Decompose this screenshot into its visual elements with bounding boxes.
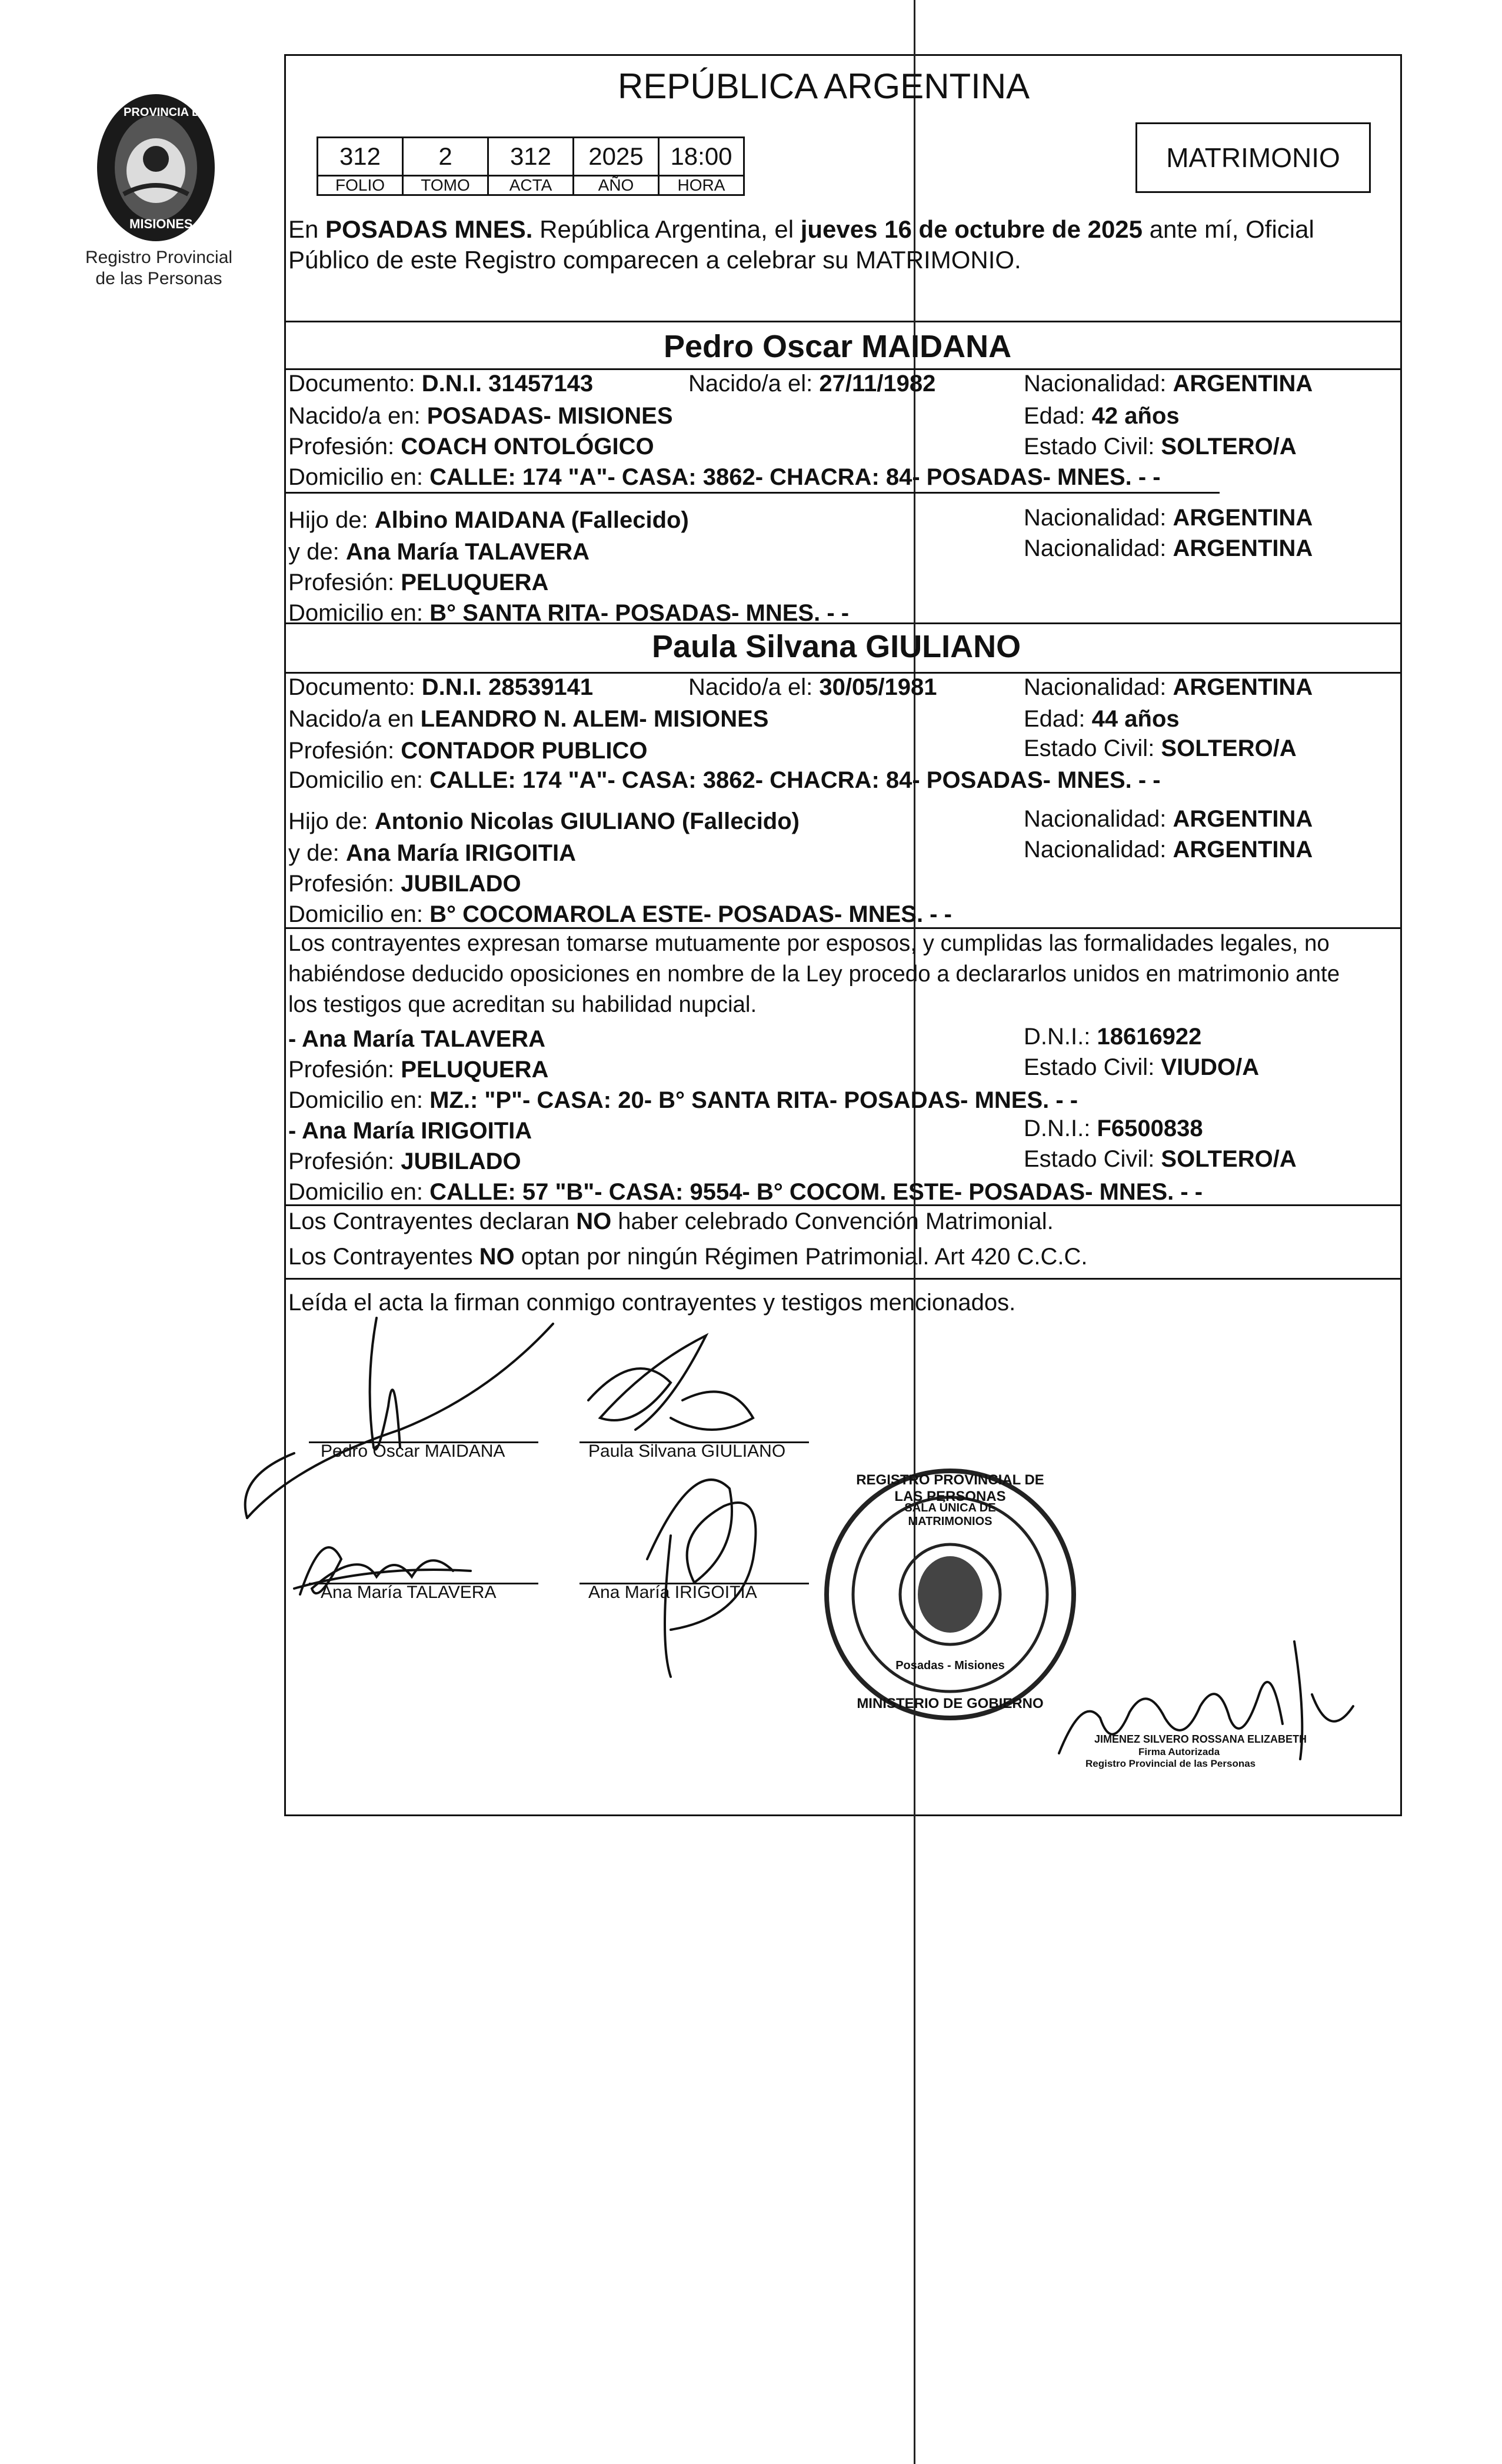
spouse2-domicile bbox=[288, 766, 1161, 794]
spouse1-mother bbox=[288, 538, 590, 566]
value: COACH ONTOLÓGICO bbox=[401, 434, 654, 459]
value: 42 años bbox=[1091, 403, 1180, 429]
label: Nacionalidad: bbox=[1024, 371, 1173, 397]
label: Edad: bbox=[1024, 706, 1092, 732]
witness1-civil bbox=[1024, 1053, 1259, 1081]
province-logo bbox=[88, 88, 224, 247]
value: SOLTERO/A bbox=[1161, 735, 1297, 761]
value: Antonio Nicolas GIULIANO (Fallecido) bbox=[374, 808, 800, 834]
spouse2-parents-profession bbox=[288, 870, 521, 898]
spouse2-nationality bbox=[1024, 673, 1313, 701]
spouse1-name: Pedro Oscar MAIDANA bbox=[664, 329, 1012, 364]
label: Nacido/a en: bbox=[288, 403, 427, 429]
value: B° COCOMAROLA ESTE- POSADAS- MNES. - - bbox=[429, 901, 952, 927]
spouse2-father bbox=[288, 807, 800, 835]
folio-label: FOLIO bbox=[318, 176, 403, 195]
spouse2-doc bbox=[288, 673, 593, 701]
declaration-line1: Los contrayentes expresan tomarse mutuamente por esposos, y cumplidas las formalidades legales, no bbox=[288, 931, 1330, 956]
label: Nacionalidad: bbox=[1024, 674, 1173, 700]
emphasis: NO bbox=[479, 1244, 515, 1270]
tomo-label: TOMO bbox=[403, 176, 488, 195]
value: CALLE: 174 "A"- CASA: 3862- CHACRA: 84- POSADAS- MNES. - - bbox=[429, 767, 1161, 793]
value: 30/05/1981 bbox=[819, 674, 937, 700]
convention-line1 bbox=[288, 1207, 1054, 1236]
witness2-dni bbox=[1024, 1114, 1203, 1143]
spouse1-domicile bbox=[288, 463, 1161, 491]
label: Estado Civil: bbox=[1024, 1054, 1161, 1080]
value: ARGENTINA bbox=[1173, 505, 1313, 531]
spouse2-born-in bbox=[288, 705, 768, 733]
value: POSADAS- MISIONES bbox=[427, 403, 673, 429]
value: Ana María TALAVERA bbox=[345, 539, 590, 565]
text: Los Contrayentes declaran bbox=[288, 1208, 577, 1234]
intro-line2: Público de este Registro comparecen a celebrar su MATRIMONIO. bbox=[288, 246, 1021, 274]
value: B° SANTA RITA- POSADAS- MNES. - - bbox=[429, 600, 850, 626]
value: CALLE: 57 "B"- CASA: 9554- B° COCOM. ESTE- POSADAS- MNES. - - bbox=[429, 1179, 1203, 1205]
tomo-value: 2 bbox=[403, 138, 488, 176]
spouse2-name: Paula Silvana GIULIANO bbox=[652, 629, 1021, 664]
spouse1-parents-domicile bbox=[288, 599, 849, 627]
value: SOLTERO/A bbox=[1161, 434, 1297, 459]
spouse1-mother-nationality bbox=[1024, 534, 1313, 562]
label: Profesión: bbox=[288, 738, 401, 764]
value: MZ.: "P"- CASA: 20- B° SANTA RITA- POSADAS- MNES. - - bbox=[429, 1087, 1078, 1113]
spouse2-born bbox=[688, 673, 937, 701]
declaration-line3: los testigos que acreditan su habilidad nupcial. bbox=[288, 992, 757, 1017]
label: Profesión: bbox=[288, 1148, 401, 1174]
spouse2-father-nationality bbox=[1024, 805, 1313, 833]
official-registry: Registro Provincial de las Personas bbox=[1085, 1758, 1256, 1769]
label: Estado Civil: bbox=[1024, 1146, 1161, 1172]
spouse1-born-in bbox=[288, 402, 673, 430]
label: Nacionalidad: bbox=[1024, 806, 1173, 832]
registry-label bbox=[74, 247, 244, 289]
label: Estado Civil: bbox=[1024, 735, 1161, 761]
label: Domicilio en: bbox=[288, 901, 430, 927]
label: Nacionalidad: bbox=[1024, 535, 1173, 561]
spouse1-domicile-underline bbox=[284, 492, 1220, 494]
value: ARGENTINA bbox=[1173, 535, 1313, 561]
acta-value: 312 bbox=[488, 138, 574, 176]
label: Estado Civil: bbox=[1024, 434, 1161, 459]
text: Los Contrayentes bbox=[288, 1244, 479, 1270]
ano-value: 2025 bbox=[574, 138, 659, 176]
spouse1-born bbox=[688, 369, 935, 398]
label: Domicilio en: bbox=[288, 767, 430, 793]
value: 44 años bbox=[1091, 706, 1180, 732]
divider-closing bbox=[284, 1278, 1402, 1280]
value: JUBILADO bbox=[401, 1148, 521, 1174]
declaration-line2: habiéndose deducido oposiciones en nombre de la Ley procedo a declararlos unidos en matrimonio ante bbox=[288, 961, 1340, 987]
witness1-name: - Ana María TALAVERA bbox=[288, 1026, 546, 1052]
document-title: REPÚBLICA ARGENTINA bbox=[618, 66, 1030, 106]
intro-line1 bbox=[288, 215, 1314, 244]
value: LEANDRO N. ALEM- MISIONES bbox=[420, 706, 769, 732]
spouse2-parents-domicile bbox=[288, 900, 952, 928]
witness2-domicile bbox=[288, 1178, 1203, 1206]
record-type-box: MATRIMONIO bbox=[1135, 122, 1371, 193]
label: Domicilio en: bbox=[288, 464, 430, 490]
label: Profesión: bbox=[288, 1057, 401, 1083]
spouse2-age bbox=[1024, 705, 1180, 733]
value: 18616922 bbox=[1097, 1024, 1202, 1050]
stamp-bottom-text: MINISTERIO DE GOBIERNO bbox=[857, 1696, 1044, 1712]
value: PELUQUERA bbox=[401, 1057, 549, 1083]
witness2-civil bbox=[1024, 1145, 1297, 1173]
label: y de: bbox=[288, 840, 346, 866]
label: D.N.I.: bbox=[1024, 1116, 1097, 1141]
divider-header bbox=[284, 321, 1402, 322]
spouse1-profession bbox=[288, 432, 654, 461]
label: Domicilio en: bbox=[288, 600, 430, 626]
value: F6500838 bbox=[1097, 1116, 1203, 1141]
value: ARGENTINA bbox=[1173, 674, 1313, 700]
label: Domicilio en: bbox=[288, 1087, 430, 1113]
value: ARGENTINA bbox=[1173, 371, 1313, 397]
hora-value: 18:00 bbox=[659, 138, 744, 176]
witness2-name: - Ana María IRIGOITIA bbox=[288, 1118, 532, 1144]
spouse2-mother bbox=[288, 839, 576, 867]
intro-text-a: En bbox=[288, 215, 326, 243]
value: D.N.I. 28539141 bbox=[421, 674, 594, 700]
sig-name-2: Paula Silvana GIULIANO bbox=[588, 1441, 786, 1461]
registry-label-line2: de las Personas bbox=[95, 269, 222, 288]
value: ARGENTINA bbox=[1173, 806, 1313, 832]
value: Ana María IRIGOITIA bbox=[345, 840, 577, 866]
label: Nacionalidad: bbox=[1024, 837, 1173, 863]
stamp-inner-text: SALA ÚNICA DE MATRIMONIOS bbox=[904, 1501, 996, 1528]
acta-label: ACTA bbox=[488, 176, 574, 195]
value: SOLTERO/A bbox=[1161, 1146, 1297, 1172]
label: Domicilio en: bbox=[288, 1179, 430, 1205]
spouse1-father-nationality bbox=[1024, 504, 1313, 532]
label: Nacido/a el: bbox=[688, 371, 820, 397]
spouse2-profession bbox=[288, 737, 647, 765]
spouse1-parents-profession bbox=[288, 568, 548, 597]
witness1-domicile bbox=[288, 1086, 1078, 1114]
folio-value: 312 bbox=[318, 138, 403, 176]
value: 27/11/1982 bbox=[819, 371, 936, 397]
sig-name-3: Ana María TALAVERA bbox=[321, 1583, 497, 1602]
label: D.N.I.: bbox=[1024, 1024, 1097, 1050]
value: PELUQUERA bbox=[401, 570, 549, 595]
official-role: Firma Autorizada bbox=[1138, 1746, 1220, 1757]
intro-date: jueves 16 de octubre de 2025 bbox=[800, 215, 1143, 243]
text: optan por ningún Régimen Patrimonial. Art 420 C.C.C. bbox=[514, 1244, 1088, 1270]
hora-label: HORA bbox=[659, 176, 744, 195]
sig-name-1: Pedro Oscar MAIDANA bbox=[321, 1441, 505, 1461]
label: Hijo de: bbox=[288, 507, 375, 533]
logo-top-text: PROVINCIA DE bbox=[124, 106, 208, 119]
logo-bottom-text: MISIONES bbox=[129, 217, 193, 231]
label: Nacionalidad: bbox=[1024, 505, 1173, 531]
spouse1-civil bbox=[1024, 432, 1297, 461]
label: y de: bbox=[288, 539, 346, 565]
intro-place: POSADAS MNES. bbox=[325, 215, 533, 243]
spouse1-nationality bbox=[1024, 369, 1313, 398]
record-fields-table bbox=[317, 136, 745, 196]
value: VIUDO/A bbox=[1161, 1054, 1260, 1080]
value: ARGENTINA bbox=[1173, 837, 1313, 863]
spouse1-age bbox=[1024, 402, 1180, 430]
value: CALLE: 174 "A"- CASA: 3862- CHACRA: 84- POSADAS- MNES. - - bbox=[429, 464, 1161, 490]
closing-statement: Leída el acta la firman conmigo contrayentes y testigos mencionados. bbox=[288, 1290, 1016, 1316]
text: haber celebrado Convención Matrimonial. bbox=[611, 1208, 1054, 1234]
label: Nacido/a en bbox=[288, 706, 421, 732]
convention-line2 bbox=[288, 1243, 1088, 1271]
spouse1-doc bbox=[288, 369, 593, 398]
label: Nacido/a el: bbox=[688, 674, 820, 700]
official-stamp bbox=[821, 1465, 1080, 1724]
value: JUBILADO bbox=[401, 871, 521, 897]
label: Profesión: bbox=[288, 434, 401, 459]
value: Albino MAIDANA (Fallecido) bbox=[374, 507, 689, 533]
ano-label: AÑO bbox=[574, 176, 659, 195]
official-name: JIMÉNEZ SILVERO ROSSANA ELIZABETH bbox=[1094, 1733, 1307, 1745]
witness2-profession bbox=[288, 1147, 521, 1176]
witness1-dni bbox=[1024, 1023, 1201, 1051]
spouse2-civil bbox=[1024, 734, 1297, 762]
spouse1-father bbox=[288, 506, 689, 534]
intro-text-c: ante mí, Oficial bbox=[1143, 215, 1314, 243]
label: Edad: bbox=[1024, 403, 1092, 429]
intro-text-b: República Argentina, el bbox=[532, 215, 801, 243]
registry-label-line1: Registro Provincial bbox=[85, 248, 233, 267]
stamp-place-text: Posadas - Misiones bbox=[895, 1659, 1005, 1672]
witness1-profession bbox=[288, 1055, 548, 1084]
value: CONTADOR PUBLICO bbox=[401, 738, 648, 764]
emphasis: NO bbox=[576, 1208, 612, 1234]
label: Hijo de: bbox=[288, 808, 375, 834]
sig-name-4: Ana María IRIGOITIA bbox=[588, 1583, 757, 1602]
value: D.N.I. 31457143 bbox=[421, 371, 594, 397]
spouse2-mother-nationality bbox=[1024, 835, 1313, 864]
label: Documento: bbox=[288, 371, 422, 397]
label: Profesión: bbox=[288, 871, 401, 897]
label: Documento: bbox=[288, 674, 422, 700]
stamp-outer-text: REGISTRO PROVINCIAL DE LAS PERSONAS bbox=[856, 1472, 1044, 1504]
label: Profesión: bbox=[288, 570, 401, 595]
